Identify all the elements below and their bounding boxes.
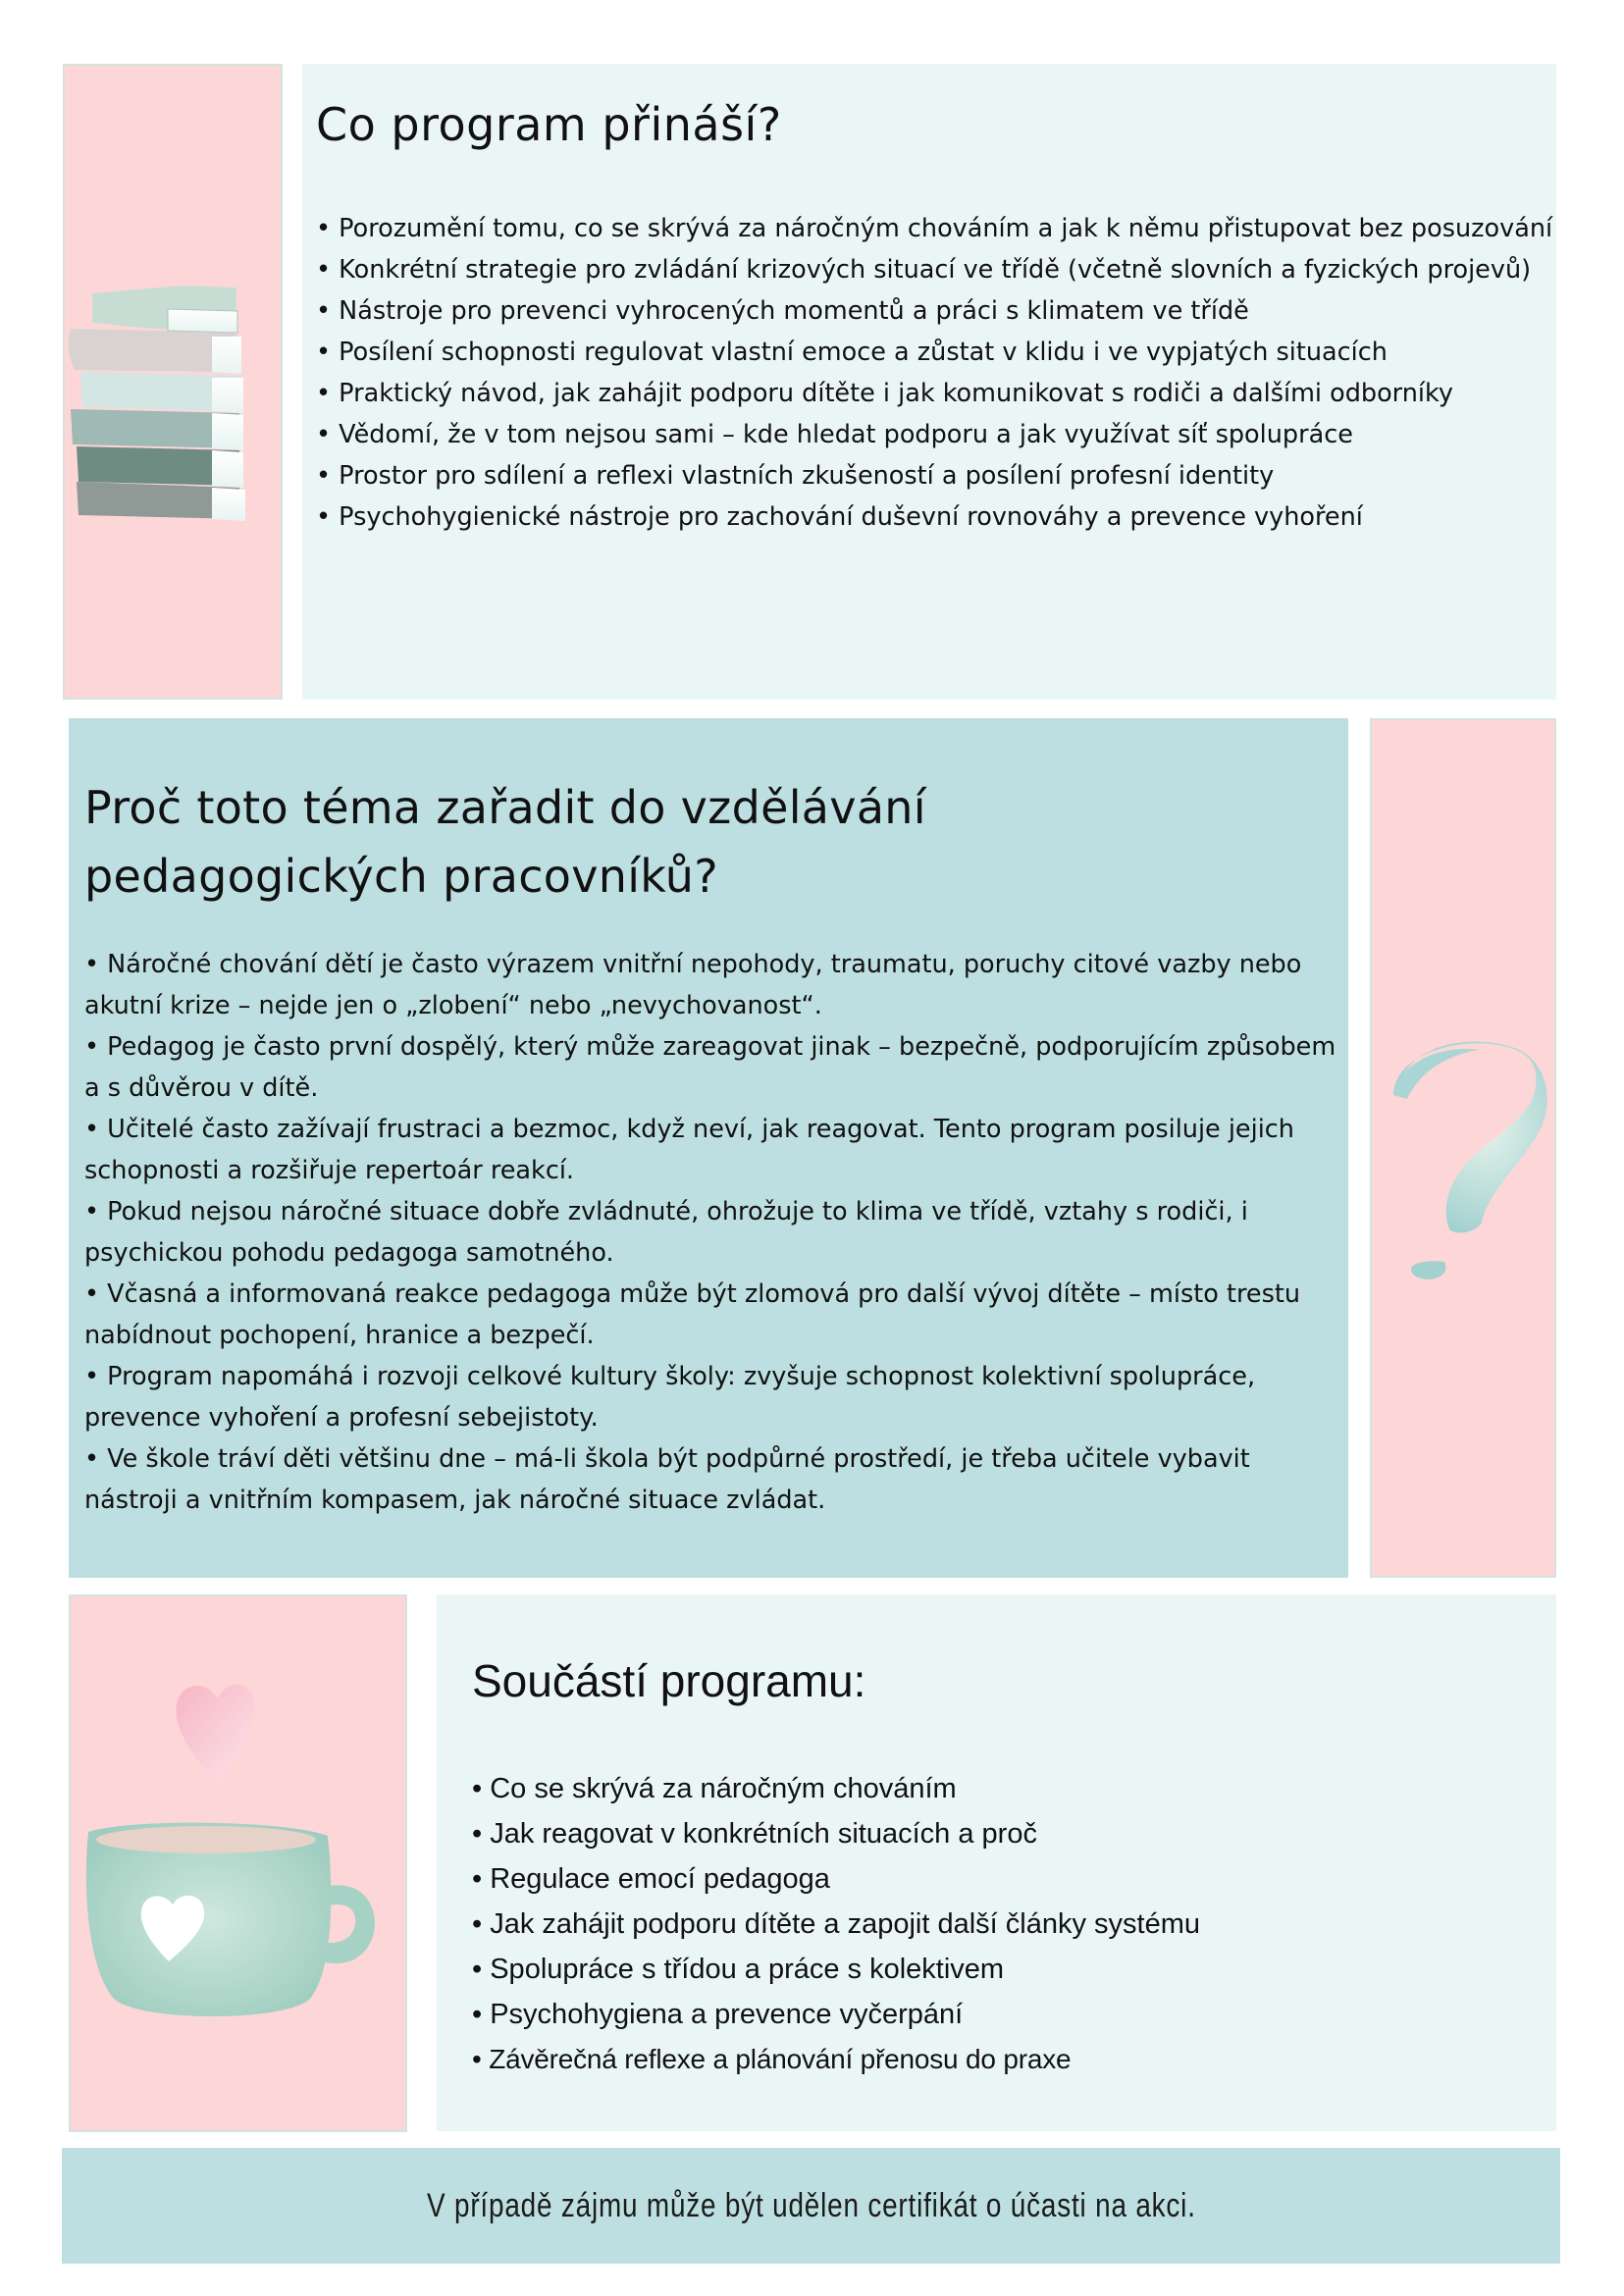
list-item: • Učitelé často zažívají frustraci a bezmoc, když neví, jak reagovat. Tento program posiluje jejich schopnosti a rozšiřuje repertoár reakcí. [84,1109,1340,1191]
list-item: • Jak zahájit podporu dítěte a zapojit další články systému [472,1902,1200,1947]
list-item: • Porozumění tomu, co se skrývá za náročným chováním a jak k němu přistupovat bez posuzování [316,208,1554,249]
cup-with-heart-icon [71,1596,405,2130]
list-item: • Pokud nejsou náročné situace dobře zvládnuté, ohrožuje to klima ve třídě, vztahy s rodiči, i psychickou pohodu pedagoga samotného. [84,1191,1340,1274]
list-item: • Pedagog je často první dospělý, který může zareagovat jinak – bezpečně, podporujícím způsobem a s důvěrou v dítě. [84,1026,1340,1109]
benefits-list [316,208,1554,538]
why-list [84,944,1340,1521]
list-item: • Praktický návod, jak zahájit podporu dítěte i jak komunikovat s rodiči a dalšími odborníky [316,373,1554,414]
list-item: • Prostor pro sdílení a reflexi vlastních zkušeností a posílení profesní identity [316,455,1554,496]
list-item: • Náročné chování dětí je často výrazem vnitřní nepohody, traumatu, poruchy citové vazby nebo akutní krize – nejde jen o „zlobení“ nebo „nevychovanost“. [84,944,1340,1026]
list-item: • Nástroje pro prevenci vyhrocených momentů a práci s klimatem ve třídě [316,290,1554,332]
cup-illustration-panel [69,1594,407,2132]
list-item: • Ve škole tráví děti většinu dne – má-li škola být podpůrné prostředí, je třeba učitele vybavit nástroji a vnitřním kompasem, jak náročné situace zvládat. [84,1438,1340,1521]
list-item: • Psychohygiena a prevence vyčerpání [472,1992,1200,2037]
books-stack-icon [65,66,281,698]
list-item: • Psychohygienické nástroje pro zachování duševní rovnováhy a prevence vyhoření [316,496,1554,538]
list-item: • Spolupráce s třídou a práce s kolektivem [472,1947,1200,1992]
contents-heading: Součástí programu: [472,1655,866,1706]
list-item: • Co se skrývá za náročným chováním [472,1766,1200,1811]
list-item: • Konkrétní strategie pro zvládání krizových situací ve třídě (včetně slovních a fyzických projevů) [316,249,1554,290]
list-item: • Posílení schopnosti regulovat vlastní emoce a zůstat v klidu i ve vypjatých situacích [316,332,1554,373]
list-item: • Závěrečná reflexe a plánování přenosu do praxe [472,2037,1200,2082]
why-heading: Proč toto téma zařadit do vzdělávání pedagogických pracovníků? [84,781,926,903]
question-illustration-panel [1370,718,1556,1578]
list-item: • Vědomí, že v tom nejsou sami – kde hledat podporu a jak využívat síť spolupráce [316,414,1554,455]
books-illustration-panel [63,64,283,700]
certificate-note: V případě zájmu může být udělen certifikát o účasti na akci. [426,2186,1196,2224]
list-item: • Jak reagovat v konkrétních situacích a proč [472,1811,1200,1856]
list-item: • Program napomáhá i rozvoji celkové kultury školy: zvyšuje schopnost kolektivní spolupráce, prevence vyhoření a profesní sebejistoty. [84,1356,1340,1438]
contents-list [472,1766,1200,2082]
list-item: • Včasná a informovaná reakce pedagoga může být zlomová pro další vývoj dítěte – místo trestu nabídnout pochopení, hranice a bezpečí. [84,1274,1340,1356]
question-mark-icon [1372,720,1554,1576]
certificate-footer [62,2148,1560,2264]
benefits-heading: Co program přináší? [316,98,782,151]
list-item: • Regulace emocí pedagoga [472,1856,1200,1902]
